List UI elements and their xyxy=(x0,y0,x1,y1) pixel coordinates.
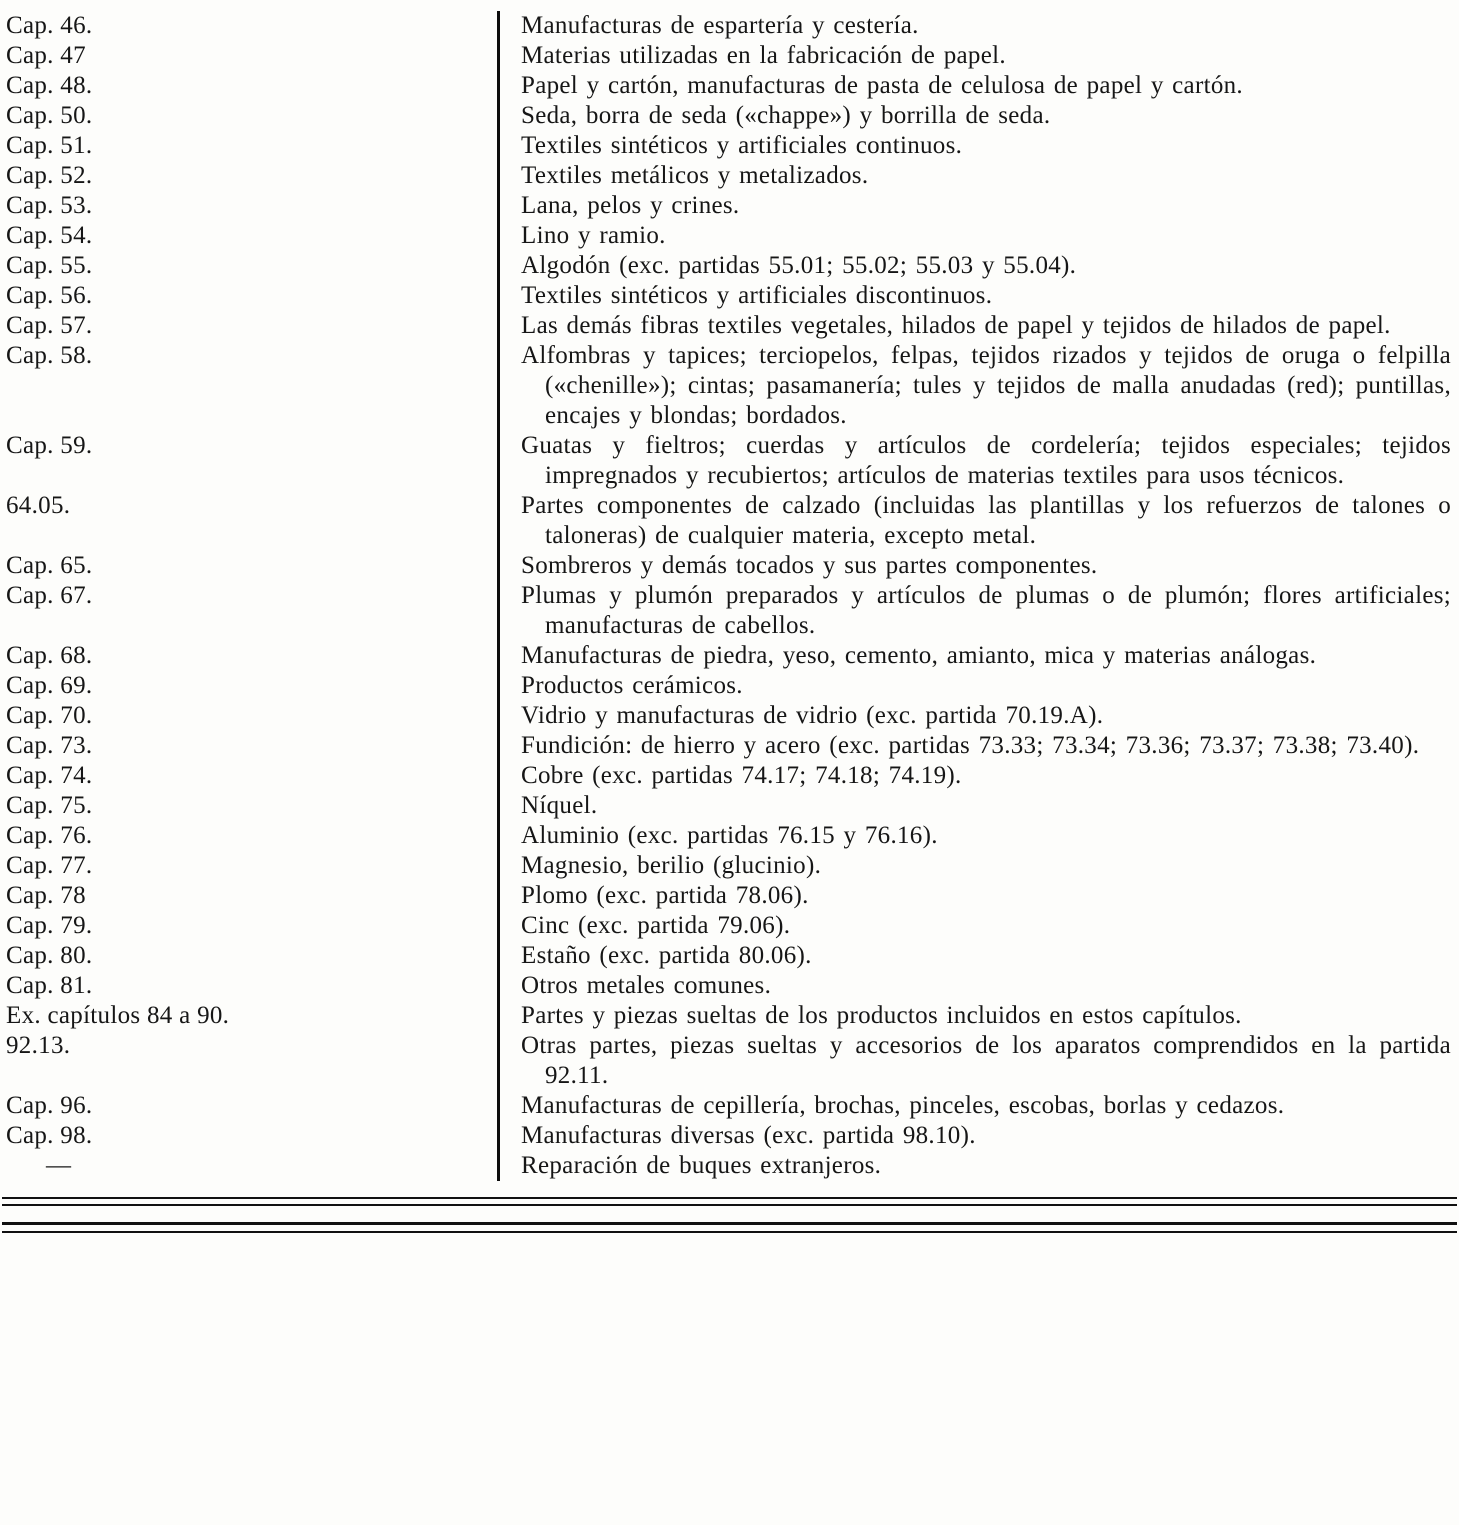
table-row xyxy=(0,701,1459,731)
chapter-description: Manufacturas de espartería y cestería. xyxy=(497,11,1459,41)
table-row xyxy=(0,281,1459,311)
chapter-label: Cap. 50. xyxy=(6,102,93,129)
chapter-label: Cap. 81. xyxy=(6,972,93,999)
table-row xyxy=(0,1091,1459,1121)
table-row xyxy=(0,1151,1459,1181)
table-row xyxy=(0,731,1459,761)
table-row xyxy=(0,341,1459,431)
table-row xyxy=(0,941,1459,971)
table-row xyxy=(0,491,1459,551)
double-rule-top xyxy=(2,1197,1457,1206)
chapter-label: Cap. 58. xyxy=(6,342,93,369)
chapter-label: Cap. 98. xyxy=(6,1122,93,1149)
chapter-label: Cap. 70. xyxy=(6,702,93,729)
table-row xyxy=(0,191,1459,221)
chapter-label: Ex. capítulos 84 a 90. xyxy=(6,1002,230,1029)
chapter-label: Cap. 78 xyxy=(6,882,86,909)
chapter-description: Guatas y fieltros; cuerdas y artículos de cordelería; tejidos especiales; tejidos impregnados y recubiertos; artículos de materias textiles para usos técnicos. xyxy=(497,431,1459,491)
chapter-description: Aluminio (exc. partidas 76.15 y 76.16). xyxy=(497,821,1459,851)
chapter-description: Otros metales comunes. xyxy=(497,971,1459,1001)
table-row xyxy=(0,11,1459,41)
bottom-rules xyxy=(0,1197,1459,1233)
table-row xyxy=(0,1121,1459,1151)
table-row xyxy=(0,911,1459,941)
chapter-label: Cap. 79. xyxy=(6,912,93,939)
table-row xyxy=(0,71,1459,101)
chapter-label: — xyxy=(46,1152,72,1179)
table-row xyxy=(0,551,1459,581)
chapter-description: Níquel. xyxy=(497,791,1459,821)
chapter-description: Manufacturas de piedra, yeso, cemento, amianto, mica y materias análogas. xyxy=(497,641,1459,671)
table-row xyxy=(0,131,1459,161)
chapter-description: Plumas y plumón preparados y artículos de plumas o de plumón; flores artificiales; manufacturas de cabellos. xyxy=(497,581,1459,641)
table-row xyxy=(0,251,1459,281)
chapter-description: Textiles sintéticos y artificiales discontinuos. xyxy=(497,281,1459,311)
chapter-description: Lana, pelos y crines. xyxy=(497,191,1459,221)
chapter-description: Manufacturas diversas (exc. partida 98.10). xyxy=(497,1121,1459,1151)
chapter-label: Cap. 76. xyxy=(6,822,93,849)
chapter-label: Cap. 47 xyxy=(6,42,86,69)
chapter-description: Fundición: de hierro y acero (exc. partidas 73.33; 73.34; 73.36; 73.37; 73.38; 73.40). xyxy=(497,731,1459,761)
chapter-label: Cap. 65. xyxy=(6,552,93,579)
chapter-description: Seda, borra de seda («chappe») y borrilla de seda. xyxy=(497,101,1459,131)
chapter-description: Otras partes, piezas sueltas y accesorios de los aparatos comprendidos en la partida 92.11. xyxy=(497,1031,1459,1091)
chapter-description: Lino y ramio. xyxy=(497,221,1459,251)
chapter-label: 64.05. xyxy=(6,492,71,519)
table-row xyxy=(0,431,1459,491)
table-row xyxy=(0,221,1459,251)
chapter-label: Cap. 57. xyxy=(6,312,93,339)
chapter-description: Vidrio y manufacturas de vidrio (exc. partida 70.19.A). xyxy=(497,701,1459,731)
chapter-label: Cap. 53. xyxy=(6,192,93,219)
chapter-label: Cap. 77. xyxy=(6,852,93,879)
chapter-label: Cap. 74. xyxy=(6,762,93,789)
table-row xyxy=(0,881,1459,911)
table-row xyxy=(0,101,1459,131)
chapter-description: Magnesio, berilio (glucinio). xyxy=(497,851,1459,881)
chapter-description: Reparación de buques extranjeros. xyxy=(497,1151,1459,1181)
table-row xyxy=(0,1031,1459,1091)
chapter-description: Manufacturas de cepillería, brochas, pinceles, escobas, borlas y cedazos. xyxy=(497,1091,1459,1121)
chapter-description: Materias utilizadas en la fabricación de papel. xyxy=(497,41,1459,71)
table-row xyxy=(0,161,1459,191)
table-row xyxy=(0,761,1459,791)
chapter-description: Partes y piezas sueltas de los productos incluidos en estos capítulos. xyxy=(497,1001,1459,1031)
table-row xyxy=(0,851,1459,881)
chapter-label: Cap. 54. xyxy=(6,222,93,249)
table-row xyxy=(0,311,1459,341)
chapter-label: 92.13. xyxy=(6,1032,71,1059)
chapter-description: Papel y cartón, manufacturas de pasta de celulosa de papel y cartón. xyxy=(497,71,1459,101)
chapter-label: Cap. 48. xyxy=(6,72,93,99)
chapter-label: Cap. 96. xyxy=(6,1092,93,1119)
table-row xyxy=(0,1001,1459,1031)
chapter-description: Partes componentes de calzado (incluidas las plantillas y los refuerzos de talones o taloneras) de cualquier materia, excepto metal. xyxy=(497,491,1459,551)
chapter-description: Algodón (exc. partidas 55.01; 55.02; 55.03 y 55.04). xyxy=(497,251,1459,281)
table-row xyxy=(0,581,1459,641)
chapter-description: Las demás fibras textiles vegetales, hilados de papel y tejidos de hilados de papel. xyxy=(497,311,1459,341)
chapter-label: Cap. 56. xyxy=(6,282,93,309)
chapter-label: Cap. 75. xyxy=(6,792,93,819)
chapter-label: Cap. 68. xyxy=(6,642,93,669)
chapter-description: Cinc (exc. partida 79.06). xyxy=(497,911,1459,941)
chapter-description: Productos cerámicos. xyxy=(497,671,1459,701)
table-row xyxy=(0,971,1459,1001)
table-row xyxy=(0,821,1459,851)
table-row xyxy=(0,791,1459,821)
table-row xyxy=(0,41,1459,71)
chapter-description: Textiles metálicos y metalizados. xyxy=(497,161,1459,191)
chapter-description: Alfombras y tapices; terciopelos, felpas, tejidos rizados y tejidos de oruga o felpilla («chenille»); cintas; pasamanería; tules y tejidos de malla anudadas (red); puntillas, encajes y blondas; bordados. xyxy=(497,341,1459,431)
chapter-label: Cap. 51. xyxy=(6,132,93,159)
chapter-label: Cap. 80. xyxy=(6,942,93,969)
chapter-label: Cap. 59. xyxy=(6,432,93,459)
chapter-label: Cap. 67. xyxy=(6,582,93,609)
chapter-label: Cap. 46. xyxy=(6,12,93,39)
chapter-label: Cap. 73. xyxy=(6,732,93,759)
chapter-description: Cobre (exc. partidas 74.17; 74.18; 74.19). xyxy=(497,761,1459,791)
chapter-description: Textiles sintéticos y artificiales continuos. xyxy=(497,131,1459,161)
chapter-description: Sombreros y demás tocados y sus partes componentes. xyxy=(497,551,1459,581)
chapter-label: Cap. 55. xyxy=(6,252,93,279)
double-rule-bottom xyxy=(2,1222,1457,1233)
chapter-label: Cap. 69. xyxy=(6,672,93,699)
chapter-description: Plomo (exc. partida 78.06). xyxy=(497,881,1459,911)
table-row xyxy=(0,641,1459,671)
table-row xyxy=(0,671,1459,701)
chapter-description: Estaño (exc. partida 80.06). xyxy=(497,941,1459,971)
chapter-label: Cap. 52. xyxy=(6,162,93,189)
